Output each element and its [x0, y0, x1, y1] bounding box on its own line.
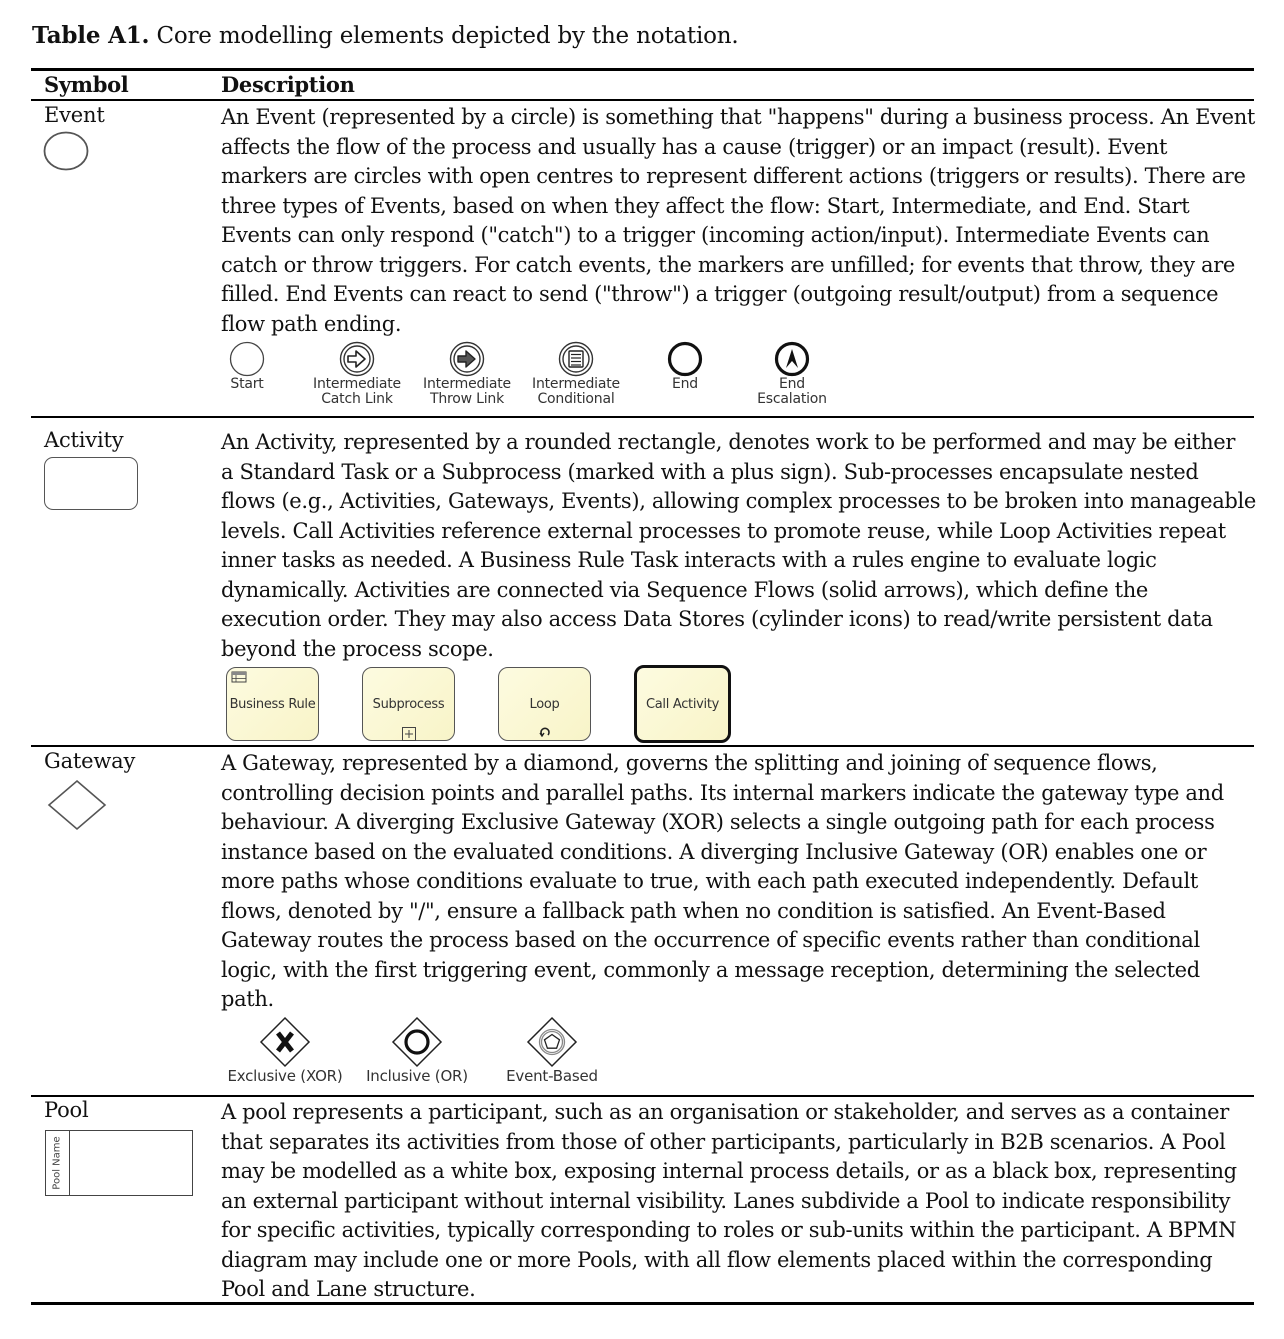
- end-escalation-icon: [772, 341, 812, 377]
- example-exclusive-gateway: Exclusive (XOR): [223, 1016, 347, 1085]
- event-circle-icon: [43, 131, 89, 173]
- start-event-icon: [227, 341, 267, 377]
- symbol-pool-label: Pool: [44, 1098, 89, 1122]
- event-based-gateway-icon: [525, 1016, 579, 1068]
- example-loop-task: Loop: [498, 667, 591, 741]
- top-rule: [31, 68, 1254, 71]
- plus-marker-icon: [402, 727, 416, 741]
- exclusive-gateway-icon: [258, 1016, 312, 1068]
- symbol-activity-label: Activity: [44, 428, 124, 452]
- table-caption: [32, 22, 738, 49]
- symbol-event-label: Event: [44, 103, 105, 127]
- example-start: Start: [215, 341, 279, 392]
- example-end-escalation: End Escalation: [752, 341, 832, 407]
- inclusive-gateway-icon: [390, 1016, 444, 1068]
- loop-marker-icon: [539, 726, 551, 737]
- end-event-icon: [665, 341, 705, 377]
- example-call-activity: Call Activity: [634, 665, 731, 743]
- activity-rounded-rect-icon: [44, 457, 138, 510]
- event-description: An Event (represented by a circle) is something that "happens" during a business process. An Event affects the flow of the process and usually has a cause (trigger) or an impact (result). Event markers are circles with open centres to represent different actions (triggers or results). There are three types of Events, based on when they affect the flow: Start, Intermediate, and End. Start Events can only respond ("catch") to a trigger (incoming action/input). Intermediate Events can catch or throw triggers. For catch events, the markers are unfilled; for events that throw, they are filled. End Events can react to send ("throw") a trigger (outgoing result/output) from a sequence flow path ending.: [221, 105, 1255, 336]
- example-business-rule-task: Business Rule: [226, 667, 319, 741]
- business-rule-table-icon: [231, 671, 247, 683]
- example-subprocess-task: Subprocess: [362, 667, 455, 741]
- intermediate-conditional-icon: [556, 341, 596, 377]
- row-divider-gateway: [31, 1095, 1254, 1097]
- pool-icon: [45, 1130, 193, 1196]
- example-intermediate-catch-link: Intermediate Catch Link: [307, 341, 407, 407]
- table-title: Core modelling elements depicted by the notation.: [149, 23, 739, 49]
- header-symbol: Symbol: [44, 72, 129, 97]
- table-number: Table A1.: [32, 22, 150, 49]
- example-inclusive-gateway: Inclusive (OR): [359, 1016, 475, 1085]
- header-description: Description: [221, 72, 355, 97]
- gateway-diamond-icon: [46, 778, 108, 832]
- pool-name-lane: [46, 1131, 70, 1195]
- pool-description: A pool represents a participant, such as an organisation or stakeholder, and serves as a container that separates its activities from those of other participants, particularly in B2B scenarios. A Pool may be modelled as a white box, exposing internal process details, or as a black box, representing an external participant without internal visibility. Lanes subdivide a Pool to indicate responsibility for specific activities, typically corresponding to roles or sub-units within the participant. A BPMN diagram may include one or more Pools, with all flow elements placed within the corresponding Pool and Lane structure.: [221, 1100, 1237, 1301]
- pool-name-label: Pool Name: [51, 1136, 63, 1190]
- example-event-based-gateway: Event-Based: [497, 1016, 607, 1085]
- intermediate-throw-link-icon: [447, 341, 487, 377]
- intermediate-catch-link-icon: [337, 341, 377, 377]
- symbol-gateway-label: Gateway: [44, 749, 136, 773]
- activity-description: An Activity, represented by a rounded rectangle, denotes work to be performed and may be either a Standard Task or a Subprocess (marked with a plus sign). Sub-processes encapsulate nested flows (e.g., Activities, Gateways, Events), allowing complex processes to be broken into manageable levels. Call Activities reference external processes to promote reuse, while Loop Activities repeat inner tasks as needed. A Business Rule Task interacts with a rules engine to evaluate logic dynamically. Activities are connected via Sequence Flows (solid arrows), which define the execution order. They may also access Data Stores (cylinder icons) to read/write persistent data beyond the process scope.: [221, 430, 1256, 661]
- example-intermediate-conditional: Intermediate Conditional: [526, 341, 626, 407]
- gateway-description: A Gateway, represented by a diamond, governs the splitting and joining of sequence flows, controlling decision points and parallel paths. Its internal markers indicate the gateway type and behaviour. A diverging Exclusive Gateway (XOR) selects a single outgoing path for each process instance based on the evaluated conditions. A diverging Inclusive Gateway (OR) enables one or more paths whose conditions evaluate to true, with each path executed independently. Default flows, denoted by "/", ensure a fallback path when no condition is satisfied. An Event-Based Gateway routes the process based on the occurrence of specific events rather than conditional logic, with the first triggering event, commonly a message reception, determining the selected path.: [221, 751, 1224, 1011]
- header-rule: [31, 99, 1254, 101]
- row-divider-event: [31, 416, 1254, 418]
- example-end: End: [653, 341, 717, 392]
- row-divider-activity: [31, 745, 1254, 747]
- example-intermediate-throw-link: Intermediate Throw Link: [417, 341, 517, 407]
